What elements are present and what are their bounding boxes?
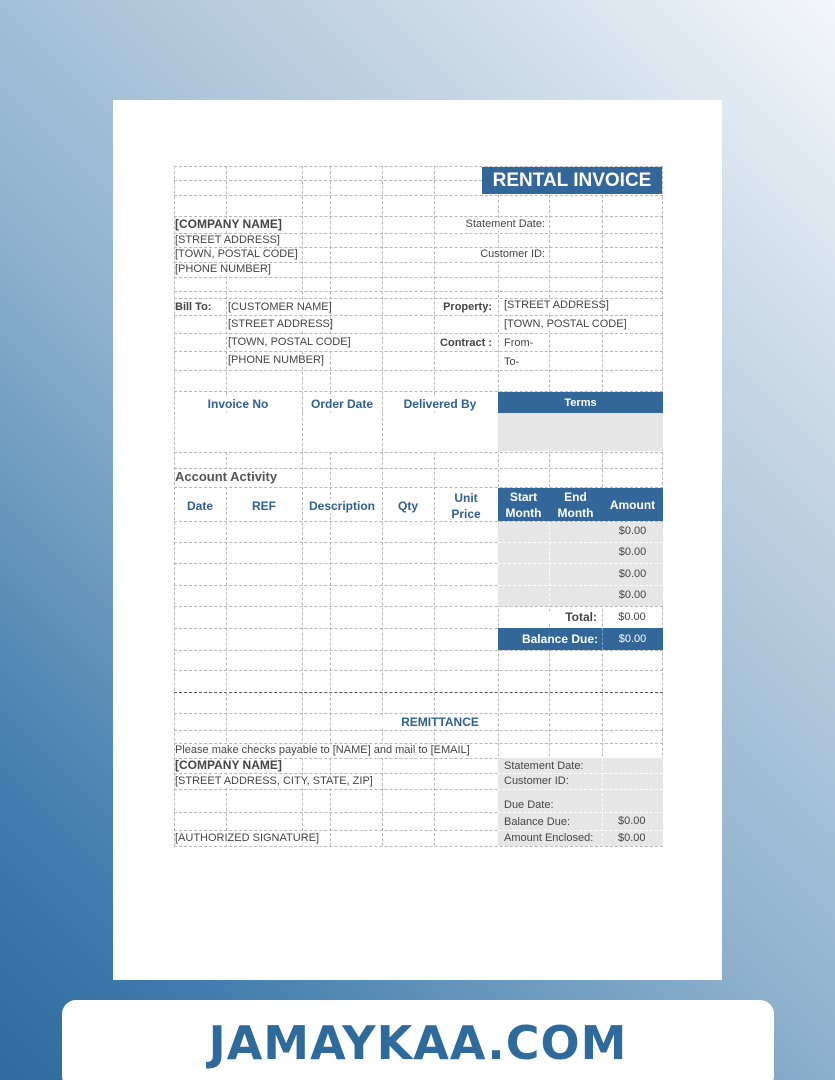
remit-statement-date-label: Statement Date: xyxy=(504,760,584,772)
amount-enclosed-value: $0.00 xyxy=(618,832,646,844)
amount-row-4: $0.00 xyxy=(618,589,647,601)
company-town: [TOWN, POSTAL CODE] xyxy=(175,248,301,261)
order-date-header: Order Date xyxy=(303,397,381,411)
remittance-company: [COMPANY NAME] xyxy=(175,759,295,772)
remittance-address: [STREET ADDRESS, CITY, STATE, ZIP] xyxy=(175,775,373,787)
ref-header: REF xyxy=(227,499,301,513)
month-cells xyxy=(498,522,602,606)
property-label: Property: xyxy=(436,301,492,314)
total-value: $0.00 xyxy=(603,611,661,624)
terms-header: Terms xyxy=(564,397,597,409)
contract-label: Contract : xyxy=(436,337,492,350)
description-header: Description xyxy=(303,499,381,513)
total-label: Total: xyxy=(540,611,597,624)
account-activity-title: Account Activity xyxy=(175,469,278,484)
amount-header: Amount xyxy=(609,498,656,512)
customer-town: [TOWN, POSTAL CODE] xyxy=(228,336,351,348)
customer-id-label: Customer ID: xyxy=(436,248,545,261)
delivered-by-header: Delivered By xyxy=(383,397,497,411)
start-month-header-1: Start xyxy=(509,490,538,504)
invoice-title: RENTAL INVOICE xyxy=(482,167,662,194)
remit-customer-id-label: Customer ID: xyxy=(504,775,569,787)
unit-price-header-2: Price xyxy=(435,507,497,521)
footer-banner xyxy=(62,1000,774,1080)
contract-from: From- xyxy=(504,337,548,350)
customer-phone: [PHONE NUMBER] xyxy=(228,354,328,367)
remit-balance-due-label: Balance Due: xyxy=(504,816,571,828)
property-town: [TOWN, POSTAL CODE] xyxy=(504,318,627,330)
company-name: [COMPANY NAME] xyxy=(175,218,301,231)
remit-balance-due-value: $0.00 xyxy=(618,815,646,827)
start-month-header-2: Month xyxy=(505,506,542,520)
authorized-signature: [AUTHORIZED SIGNATURE] xyxy=(175,832,320,844)
company-street: [STREET ADDRESS] xyxy=(175,234,301,247)
statement-date-label: Statement Date: xyxy=(436,218,545,231)
amount-row-1: $0.00 xyxy=(618,525,647,537)
bill-to-label: Bill To: xyxy=(175,301,225,314)
contract-to: To- xyxy=(504,356,548,369)
unit-price-header-1: Unit xyxy=(435,491,497,505)
end-month-header-2: Month xyxy=(557,506,594,520)
invoice-info-row xyxy=(175,413,498,451)
amount-row-2: $0.00 xyxy=(618,546,647,558)
date-header: Date xyxy=(175,499,225,513)
remittance-note: Please make checks payable to [NAME] and mail to [EMAIL] xyxy=(175,744,475,757)
balance-due-value: $0.00 xyxy=(618,633,647,645)
terms-value xyxy=(498,413,663,451)
remittance-title: REMITTANCE xyxy=(382,715,498,729)
balance-due-label: Balance Due: xyxy=(521,632,598,646)
qty-header: Qty xyxy=(383,499,433,513)
customer-street: [STREET ADDRESS] xyxy=(228,318,333,330)
brand-logo-text: JAMAYKAA.COM xyxy=(208,1016,628,1070)
property-street: [STREET ADDRESS] xyxy=(504,299,609,311)
amount-enclosed-label: Amount Enclosed: xyxy=(504,832,594,844)
end-month-header-1: End xyxy=(564,490,587,504)
remit-due-date-label: Due Date: xyxy=(504,799,554,811)
company-phone: [PHONE NUMBER] xyxy=(175,263,301,276)
invoice-no-header: Invoice No xyxy=(175,397,301,411)
customer-name: [CUSTOMER NAME] xyxy=(228,301,332,313)
amount-row-3: $0.00 xyxy=(618,568,647,580)
